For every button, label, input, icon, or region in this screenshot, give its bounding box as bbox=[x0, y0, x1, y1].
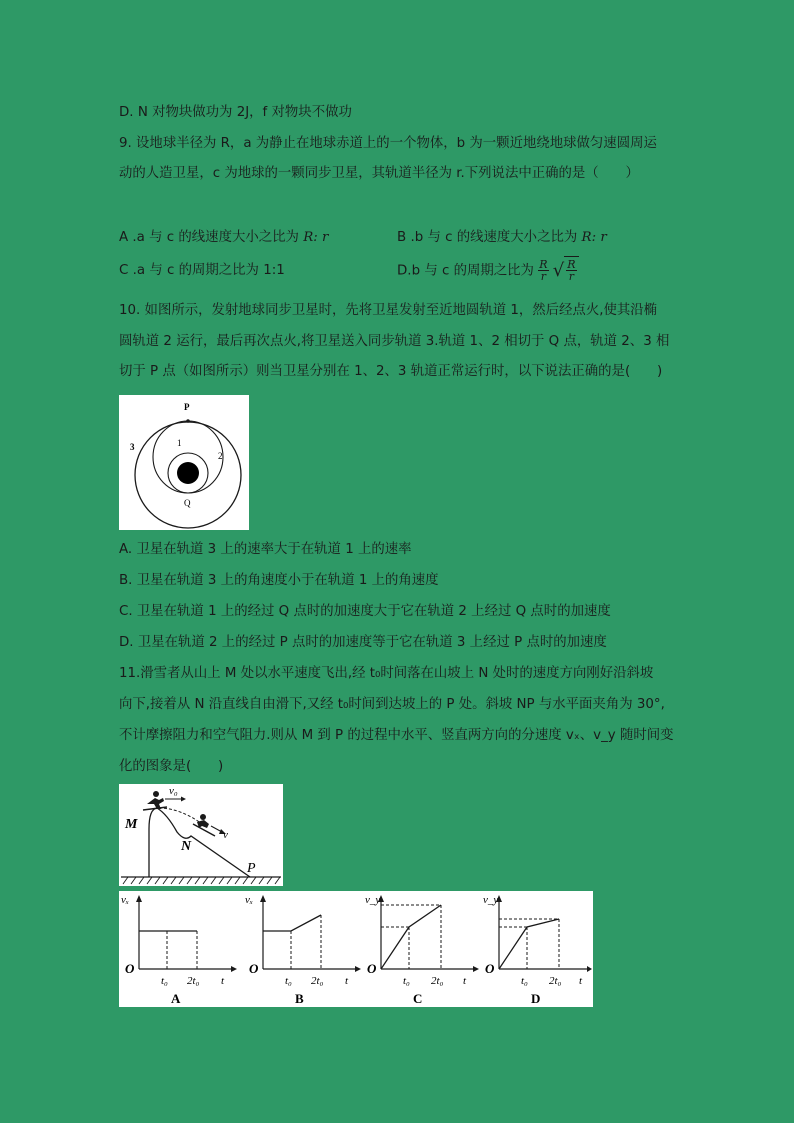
q10-option-d: D. 卫星在轨道 2 上的经过 P 点时的加速度等于它在轨道 3 上经过 P 点时的加速度 bbox=[119, 635, 607, 650]
q9-option-d-radicand bbox=[564, 256, 578, 285]
graph-c-x-label: t bbox=[463, 975, 467, 987]
label-orbit-1: 1 bbox=[177, 438, 182, 448]
q10-option-c: C. 卫星在轨道 1 上的经过 Q 点时的加速度大于它在轨道 2 上经过 Q 点时的加速度 bbox=[119, 604, 611, 619]
graph-a-tick-1: t₀ bbox=[161, 975, 168, 987]
graph-d-y-label: v_y bbox=[483, 894, 499, 906]
q9-option-d-fraction bbox=[538, 259, 548, 282]
sqrt-icon: √ bbox=[552, 259, 565, 281]
graph-d-letter: D bbox=[531, 991, 541, 1006]
q9-option-d-sqrt-num: R bbox=[567, 257, 576, 271]
graph-b-x-label: t bbox=[345, 975, 349, 987]
label-orbit-3: 3 bbox=[130, 442, 135, 452]
graph-b-y-label: vₓ bbox=[245, 894, 254, 906]
vt-graphs-panel bbox=[119, 891, 593, 1007]
graph-b-origin: O bbox=[249, 961, 259, 976]
q10-option-a: A. 卫星在轨道 3 上的速率大于在轨道 1 上的速率 bbox=[119, 542, 412, 557]
q11-stem-line-3: 不计摩擦阻力和空气阻力.则从 M 到 P 的过程中水平、竖直两方向的分速度 vₓ、v_y 随时间变 bbox=[119, 728, 674, 743]
graph-a-origin: O bbox=[125, 961, 135, 976]
q9-option-d-sqrt-fraction bbox=[566, 259, 576, 282]
label-p: P bbox=[247, 861, 256, 876]
graph-c-y-label: v_y bbox=[365, 894, 381, 906]
label-p: P bbox=[184, 402, 190, 412]
graph-a-x-label: t bbox=[221, 975, 225, 987]
q11-stem-line-4: 化的图象是( ) bbox=[119, 759, 224, 774]
earth-icon bbox=[177, 462, 199, 484]
q9-option-a bbox=[119, 228, 328, 248]
q10-option-b: B. 卫星在轨道 3 上的角速度小于在轨道 1 上的角速度 bbox=[119, 573, 439, 588]
q9-option-b-ratio: R: r bbox=[581, 230, 607, 245]
q9-option-a-ratio: R: r bbox=[303, 230, 329, 245]
graph-b-letter: B bbox=[295, 991, 304, 1006]
graph-d-x-label: t bbox=[579, 975, 583, 987]
q9-option-d bbox=[397, 256, 579, 286]
label-v0: v₀ bbox=[169, 785, 178, 797]
q9-option-b bbox=[397, 228, 607, 248]
label-m: M bbox=[125, 817, 138, 832]
graph-d-tick-1: t₀ bbox=[521, 975, 528, 987]
ski-slope-diagram bbox=[119, 784, 283, 886]
label-v: v bbox=[223, 829, 228, 841]
graph-c-tick-2: 2t₀ bbox=[431, 975, 444, 987]
q9-option-d-num: R bbox=[539, 258, 548, 271]
q8-option-d: D. N 对物块做功为 2J，f 对物块不做功 bbox=[119, 105, 352, 120]
label-q: Q bbox=[184, 498, 191, 508]
q10-stem-line-3: 切于 P 点（如图所示）则当卫星分别在 1、2、3 轨道正常运行时，以下说法正确的是( ) bbox=[119, 364, 663, 379]
q11-stem-line-2: 向下,接着从 N 沿直线自由滑下,又经 t₀时间到达坡上的 P 处。斜坡 NP 与水平面夹角为 30°, bbox=[119, 697, 665, 712]
graph-a-tick-2: 2t₀ bbox=[187, 975, 200, 987]
q11-stem-line-1: 11.滑雪者从山上 M 处以水平速度飞出,经 t₀时间落在山坡上 N 处时的速度方向刚好沿斜坡 bbox=[119, 666, 654, 681]
q10-stem-line-2: 圆轨道 2 运行，最后再次点火,将卫星送入同步轨道 3.轨道 1、2 相切于 Q 点，轨道 2、3 相 bbox=[119, 334, 670, 349]
q9-option-b-text: B .b 与 c 的线速度大小之比为 bbox=[397, 230, 578, 245]
graph-d-origin: O bbox=[485, 961, 495, 976]
q9-option-d-sqrt-den: r bbox=[568, 269, 575, 283]
graph-c-origin: O bbox=[367, 961, 377, 976]
point-p-marker bbox=[186, 419, 190, 423]
q9-option-a-text: A .a 与 c 的线速度大小之比为 bbox=[119, 230, 299, 245]
q9-stem-line-2: 动的人造卫星，c 为地球的一颗同步卫星，其轨道半径为 r.下列说法中正确的是（ ） bbox=[119, 166, 639, 181]
q9-option-d-den: r bbox=[540, 270, 546, 283]
orbit-diagram bbox=[119, 395, 249, 530]
q10-stem-line-1: 10. 如图所示，发射地球同步卫星时，先将卫星发射至近地圆轨道 1，然后经点火,使其沿椭 bbox=[119, 303, 658, 318]
q9-option-c: C .a 与 c 的周期之比为 1:1 bbox=[119, 263, 285, 278]
q9-option-d-text: D.b 与 c 的周期之比为 bbox=[397, 263, 534, 279]
graph-b-tick-2: 2t₀ bbox=[311, 975, 324, 987]
label-orbit-2: 2 bbox=[218, 451, 223, 461]
graph-c-letter: C bbox=[413, 991, 423, 1006]
graph-a-y-label: vₓ bbox=[121, 894, 130, 906]
graph-b-tick-1: t₀ bbox=[285, 975, 292, 987]
label-n: N bbox=[181, 839, 192, 854]
graph-c-tick-1: t₀ bbox=[403, 975, 410, 987]
q9-stem-line-1: 9. 设地球半径为 R，a 为静止在地球赤道上的一个物体，b 为一颗近地绕地球做匀速圆周运 bbox=[119, 136, 657, 151]
graph-a-letter: A bbox=[171, 991, 181, 1006]
graph-d-tick-2: 2t₀ bbox=[549, 975, 562, 987]
